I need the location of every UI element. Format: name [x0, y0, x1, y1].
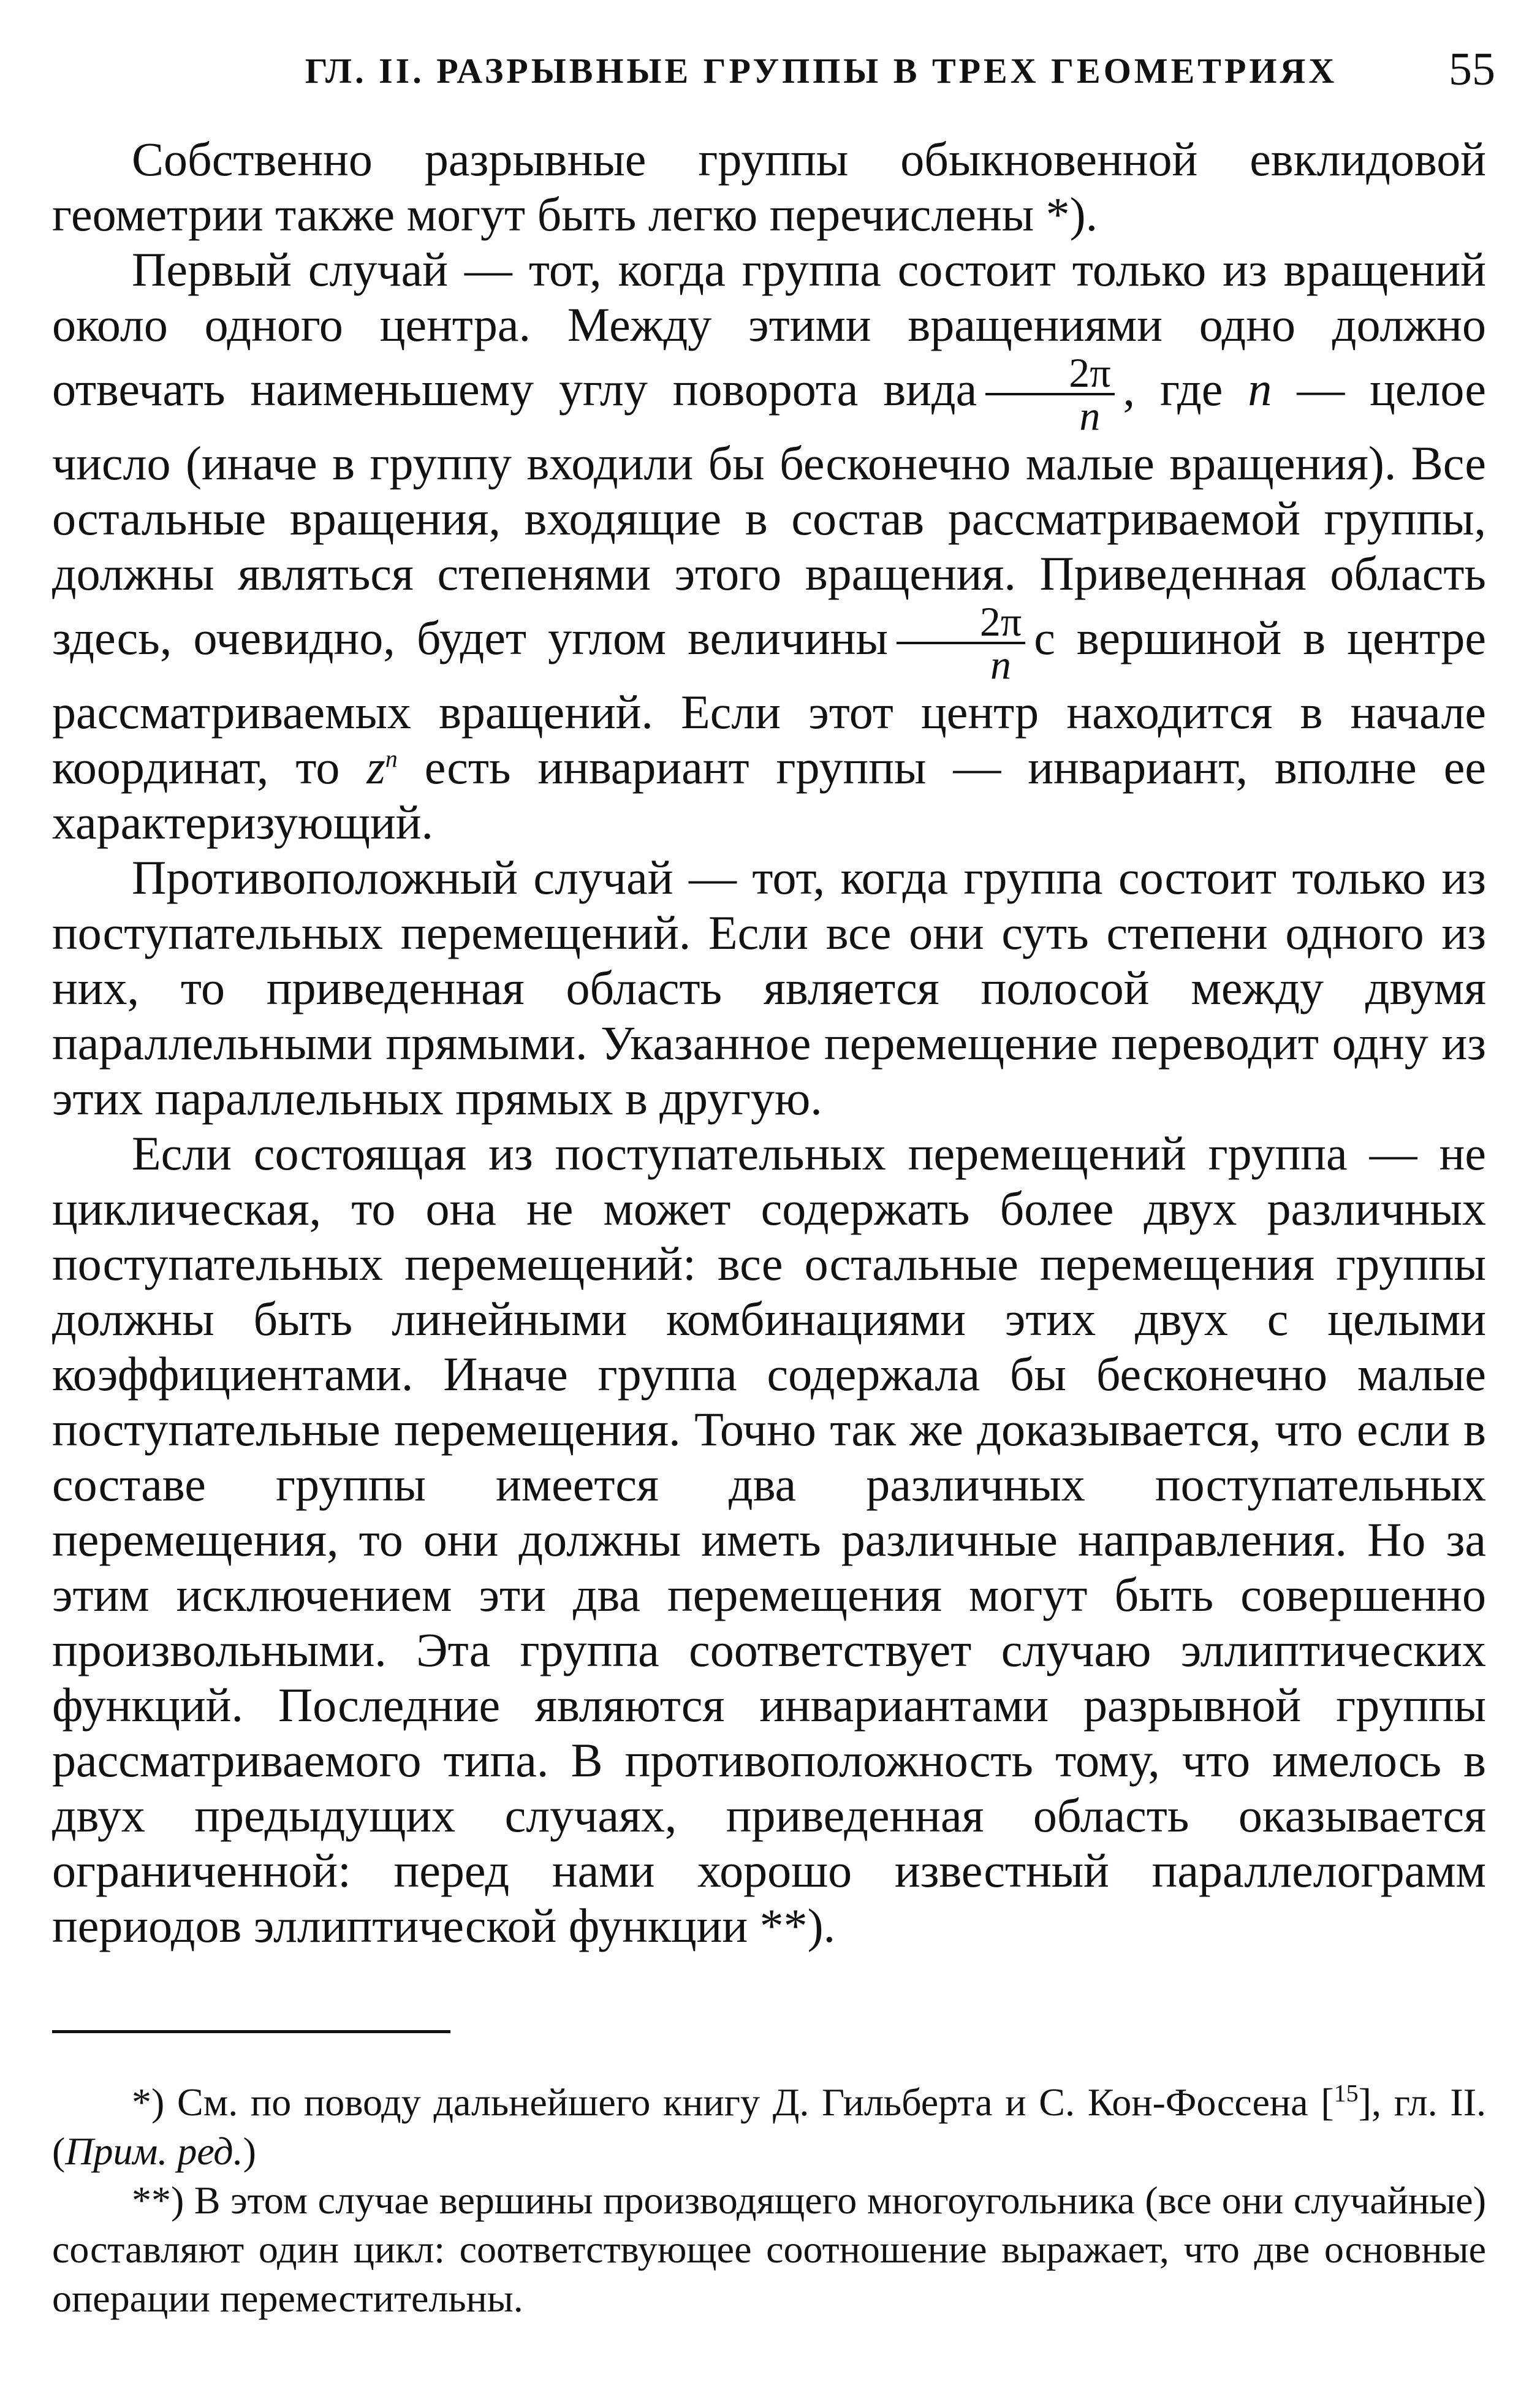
fraction-2pi-over-n-second: [897, 598, 1025, 688]
variable-n: n: [1248, 362, 1272, 416]
fraction-2pi-over-n: [985, 349, 1114, 439]
footnote-divider: [52, 2030, 450, 2033]
fraction-denominator: n: [1079, 392, 1101, 439]
paragraph-1-text: Собственно разрывные группы обыкновенной евклидовой геометрии также могут быть легко перечислены *).: [52, 132, 1486, 241]
footnotes: [52, 2078, 1486, 2323]
paragraph-2-text-d: с вершиной в центре рассматриваемых вращений. Если этот центр находится в начале координат, то: [52, 611, 1486, 794]
paragraph-3-text: Противоположный случай — тот, когда группа состоит только из поступательных перемещений. Если все они суть степени одного из них, то приведенная область является полосой между двумя параллельными прямыми. Указанное перемещение переводит одну из этих параллельных прямых в другую.: [52, 851, 1486, 1125]
page-number: 55: [1449, 44, 1495, 95]
footnote-1-text-a: *) См. по поводу дальнейшего книгу Д. Гильберта и С. Кон-Фоссена [: [132, 2080, 1334, 2124]
paragraph-2: [52, 242, 1486, 850]
fraction-numerator: 2π: [897, 601, 1025, 644]
paragraph-4: [52, 1126, 1486, 1953]
paragraph-2-text-b: , где: [1123, 362, 1223, 416]
paragraph-2-text-c: — целое число (иначе в группу входили бы бесконечно малые вращения). Все остальные вращения, входящие в состав рассматриваемой группы, должны являться степенями этого вращения. Приведенная область здесь, очевидно, будет углом величины: [52, 362, 1487, 664]
variable-z: z: [366, 740, 385, 794]
chapter-title: ГЛ. II. РАЗРЫВНЫЕ ГРУППЫ В ТРЕХ ГЕОМЕТРИЯХ: [305, 50, 1338, 91]
footnote-2: [52, 2176, 1486, 2323]
paragraph-3: [52, 850, 1486, 1126]
paragraph-2-text-a: Первый случай — тот, когда группа состоит только из вращений около одного центра. Между этими вращениями одно должно отвечать наименьшему углу поворота вида: [52, 243, 1486, 416]
footnote-1-text-b: ], гл. II. (: [52, 2080, 1487, 2173]
paragraph-4-text: Если состоящая из поступательных перемещений группа — не циклическая, то она не может содержать более двух различных поступательных перемещений: все остальные перемещения группы должны быть линейными комбинациями этих двух с целыми коэффициентами. Иначе группа содержала бы бесконечно малые поступательные перемещения. Точно так же доказывается, что если в составе группы имеется два различных поступательных перемещения, то они должны иметь различные направления. Но за этим исключением эти два перемещения могут быть совершенно произвольными. Эта группа соответствует случаю эллиптических функций. Последние являются инвариантами разрывной группы рассматриваемого типа. В противоположность тому, что имелось в двух предыдущих случаях, приведенная область оказывается ограниченной: перед нами хорошо известный параллелограмм периодов эллиптической функции **).: [52, 1127, 1486, 1952]
footnote-2-text: **) В этом случае вершины производящего многоугольника (все они случайные) составляют один цикл: соответствующее соотношение выражает, что две основные операции переместительны.: [52, 2178, 1486, 2320]
paragraph-1: [52, 132, 1486, 242]
fraction-denominator: n: [990, 641, 1012, 688]
body-text: [52, 132, 1486, 1953]
footnote-1: [52, 2078, 1486, 2176]
footnote-1-text-c: ): [243, 2129, 256, 2173]
exponent-n: n: [385, 745, 398, 772]
paragraph-2-text-e: есть инвариант группы — инвариант, вполне ее характеризующий.: [52, 740, 1486, 849]
footnote-1-reference: 15: [1333, 2079, 1359, 2107]
fraction-numerator: 2π: [985, 352, 1114, 395]
footnote-1-editor-note: Прим. ред.: [65, 2129, 243, 2173]
running-header: [245, 37, 1495, 104]
